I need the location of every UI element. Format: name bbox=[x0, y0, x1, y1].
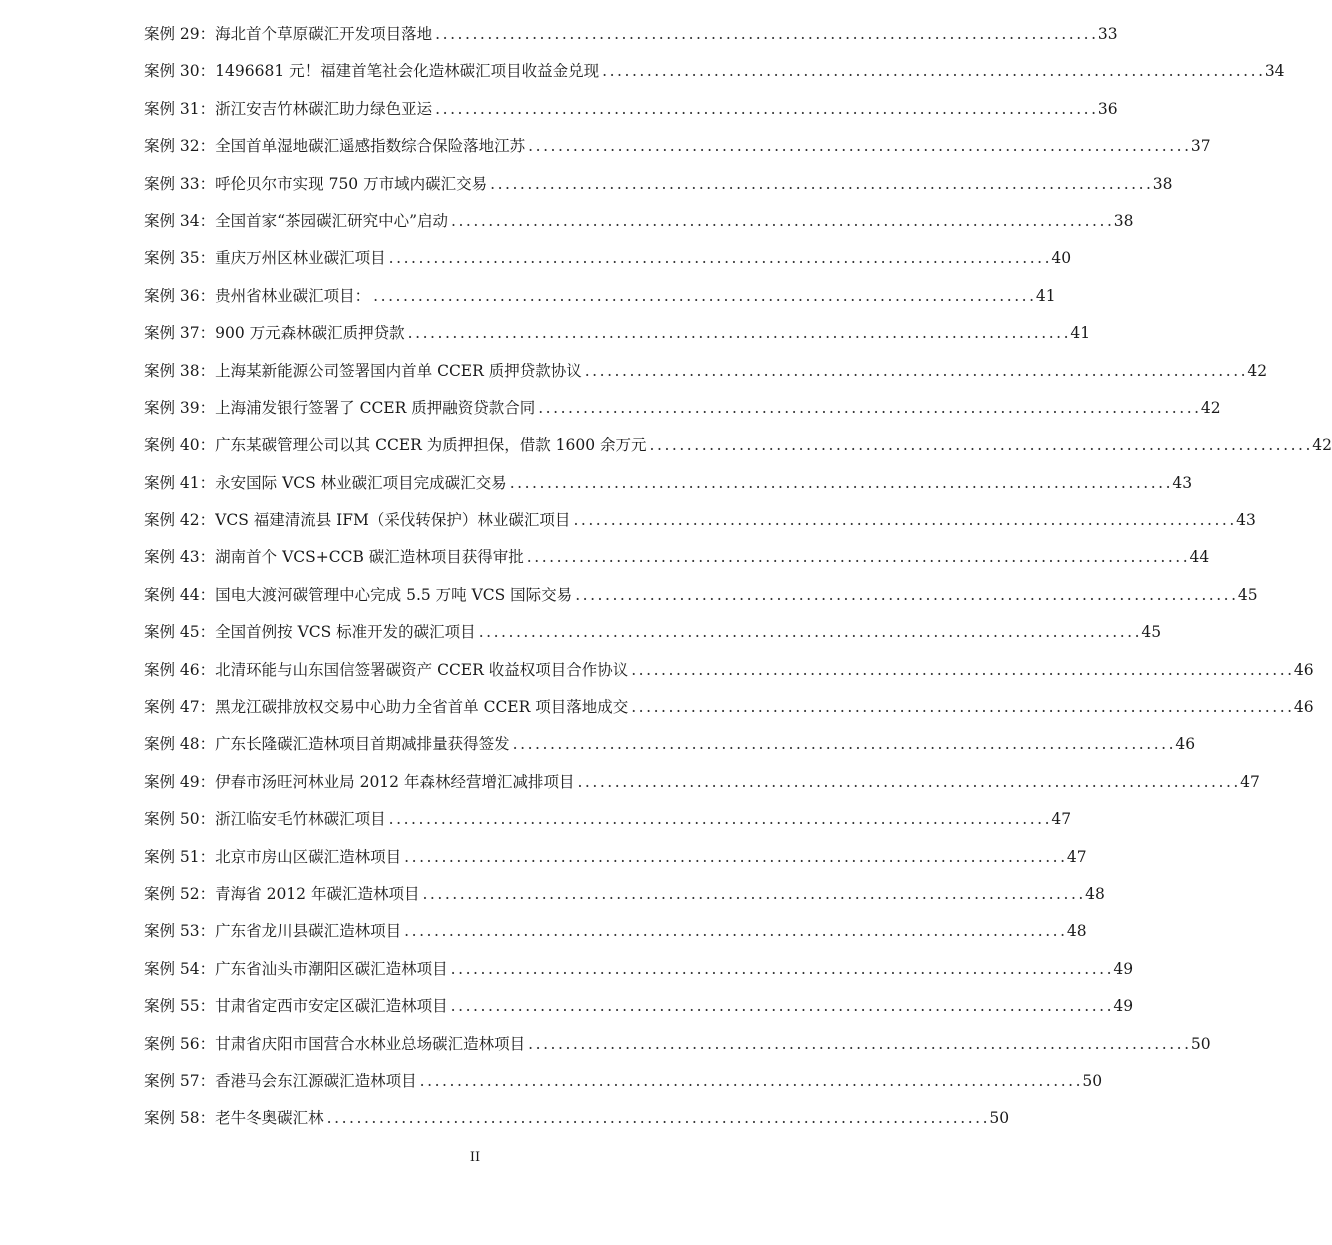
toc-entry[interactable] bbox=[144, 1063, 1103, 1100]
toc-entry-label: 案例 38： bbox=[144, 361, 216, 380]
toc-entry[interactable] bbox=[144, 876, 1105, 913]
dot-leader bbox=[373, 278, 1033, 315]
toc-entry-label: 案例 50： bbox=[144, 810, 216, 829]
toc-entry[interactable] bbox=[144, 390, 1221, 427]
dot-leader bbox=[404, 839, 1064, 876]
toc-entry-label: 案例 45： bbox=[144, 623, 216, 642]
toc-entry-label: 案例 31： bbox=[144, 99, 216, 118]
toc-entry-page: 45 bbox=[1237, 585, 1258, 604]
toc-entry-title: 浙江安吉竹林碳汇助力绿色亚运 bbox=[215, 99, 433, 118]
toc-entry-title: 呼伦贝尔市实现 750 万市域内碳汇交易 bbox=[215, 174, 488, 193]
toc-entry-title: 全国首单湿地碳汇遥感指数综合保险落地江苏 bbox=[215, 137, 526, 156]
toc-entry[interactable] bbox=[144, 689, 1314, 726]
dot-leader bbox=[408, 315, 1068, 352]
toc-entry-title: 北清环能与山东国信签署碳资产 CCER 收益权项目合作协议 bbox=[215, 660, 629, 679]
toc-entry-label: 案例 53： bbox=[144, 922, 216, 941]
toc-entry-page: 46 bbox=[1293, 698, 1314, 717]
toc-entry-page: 37 bbox=[1190, 137, 1211, 156]
toc-entry-label: 案例 39： bbox=[144, 398, 216, 417]
dot-leader bbox=[577, 764, 1237, 801]
dot-leader bbox=[650, 427, 1310, 464]
toc-entry-page: 42 bbox=[1200, 398, 1221, 417]
toc-entry[interactable] bbox=[144, 502, 1256, 539]
toc-entry-label: 案例 46： bbox=[144, 660, 216, 679]
toc-entry-label: 案例 30： bbox=[144, 62, 216, 81]
toc-entry-page: 47 bbox=[1051, 810, 1072, 829]
dot-leader bbox=[527, 539, 1187, 576]
dot-leader bbox=[327, 1100, 987, 1137]
toc-entry-page: 34 bbox=[1264, 62, 1285, 81]
toc-entry-title: 广东省龙川县碳汇造林项目 bbox=[215, 922, 402, 941]
toc-entry-title: 老牛冬奥碳汇林 bbox=[215, 1109, 324, 1128]
toc-entry[interactable] bbox=[144, 1100, 1010, 1137]
toc-entry-page: 46 bbox=[1175, 735, 1196, 754]
toc-entry[interactable] bbox=[144, 240, 1072, 277]
dot-leader bbox=[510, 465, 1170, 502]
toc-entry-label: 案例 47： bbox=[144, 698, 216, 717]
dot-leader bbox=[602, 53, 1262, 90]
toc-entry-label: 案例 56： bbox=[144, 1034, 216, 1053]
toc-entry-label: 案例 29： bbox=[144, 25, 216, 43]
dot-leader bbox=[631, 689, 1291, 726]
toc-entry-page: 50 bbox=[1190, 1034, 1211, 1053]
toc-entry-page: 50 bbox=[1082, 1071, 1103, 1090]
toc-entry-page: 33 bbox=[1097, 25, 1118, 43]
toc-entry-label: 案例 40： bbox=[144, 436, 216, 455]
toc-entry-title: 青海省 2012 年碳汇造林项目 bbox=[215, 884, 420, 903]
toc-entry-title: 北京市房山区碳汇造林项目 bbox=[215, 847, 402, 866]
dot-leader bbox=[451, 988, 1111, 1025]
toc-entry-page: 43 bbox=[1236, 511, 1256, 530]
toc-entry-label: 案例 37： bbox=[144, 324, 216, 343]
toc-entry-page: 44 bbox=[1189, 548, 1210, 567]
toc-entry-title: 甘肃省庆阳市国营合水林业总场碳汇造林项目 bbox=[215, 1034, 526, 1053]
dot-leader bbox=[585, 353, 1245, 390]
toc-entry[interactable] bbox=[144, 427, 1332, 464]
toc-entry-page: 46 bbox=[1293, 660, 1314, 679]
toc-entry-page: 49 bbox=[1113, 959, 1134, 978]
toc-entry-label: 案例 35： bbox=[144, 249, 216, 268]
toc-entry-title: 浙江临安毛竹林碳汇项目 bbox=[215, 810, 386, 829]
dot-leader bbox=[435, 16, 1095, 53]
toc-entry-page: 41 bbox=[1070, 324, 1091, 343]
toc-entry-label: 案例 33： bbox=[144, 174, 216, 193]
toc-entry-title: 上海浦发银行签署了 CCER 质押融资贷款合同 bbox=[215, 398, 536, 417]
toc-entry-page: 48 bbox=[1066, 922, 1087, 941]
toc-entry-title: 广东长隆碳汇造林项目首期减排量获得签发 bbox=[215, 735, 510, 754]
dot-leader bbox=[631, 652, 1291, 689]
toc-entry-title: 上海某新能源公司签署国内首单 CCER 质押贷款协议 bbox=[215, 361, 582, 380]
toc-entry[interactable] bbox=[144, 614, 1162, 651]
toc-entry[interactable] bbox=[144, 353, 1268, 390]
toc-entry-title: 国电大渡河碳管理中心完成 5.5 万吨 VCS 国际交易 bbox=[215, 585, 573, 604]
toc-entry[interactable] bbox=[144, 801, 1072, 838]
toc-entry-title: VCS 福建清流县 IFM（采伐转保护）林业碳汇项目 bbox=[215, 511, 571, 530]
toc-entry-title: 永安国际 VCS 林业碳汇项目完成碳汇交易 bbox=[215, 473, 507, 492]
toc-entry-label: 案例 43： bbox=[144, 548, 216, 567]
toc-entry-label: 案例 51： bbox=[144, 847, 216, 866]
dot-leader bbox=[389, 240, 1049, 277]
toc-entry-label: 案例 52： bbox=[144, 884, 216, 903]
toc-entry-page: 42 bbox=[1247, 361, 1268, 380]
toc-entry[interactable] bbox=[144, 764, 1260, 801]
dot-leader bbox=[573, 502, 1233, 539]
toc-entry-label: 案例 32： bbox=[144, 137, 216, 156]
toc-entry-page: 36 bbox=[1097, 99, 1118, 118]
toc-entry-title: 伊春市汤旺河林业局 2012 年森林经营增汇减排项目 bbox=[215, 772, 575, 791]
dot-leader bbox=[451, 951, 1111, 988]
toc-entry-title: 甘肃省定西市安定区碳汇造林项目 bbox=[215, 997, 448, 1016]
toc-entry-label: 案例 42： bbox=[144, 511, 216, 530]
toc-entry-page: 40 bbox=[1051, 249, 1072, 268]
table-of-contents bbox=[144, 16, 1332, 1138]
toc-entry-label: 案例 57： bbox=[144, 1071, 216, 1090]
toc-entry[interactable] bbox=[144, 128, 1211, 165]
toc-entry-title: 全国首例按 VCS 标准开发的碳汇项目 bbox=[215, 623, 476, 642]
toc-entry-page: 45 bbox=[1141, 623, 1162, 642]
page-number: II bbox=[469, 1150, 481, 1165]
toc-entry[interactable] bbox=[144, 203, 1134, 240]
toc-entry-label: 案例 44： bbox=[144, 585, 216, 604]
toc-entry[interactable] bbox=[144, 16, 1118, 53]
dot-leader bbox=[479, 614, 1139, 651]
toc-entry[interactable] bbox=[144, 726, 1196, 763]
toc-entry-label: 案例 58： bbox=[144, 1109, 216, 1128]
toc-entry-title: 广东某碳管理公司以其 CCER 为质押担保，借款 1600 余万元 bbox=[215, 436, 647, 455]
toc-entry[interactable] bbox=[144, 951, 1134, 988]
dot-leader bbox=[435, 91, 1095, 128]
toc-entry[interactable] bbox=[144, 166, 1173, 203]
toc-entry-title: 广东省汕头市潮阳区碳汇造林项目 bbox=[215, 959, 448, 978]
toc-entry-page: 41 bbox=[1035, 286, 1056, 305]
toc-entry-title: 黑龙江碳排放权交易中心助力全省首单 CCER 项目落地成交 bbox=[215, 698, 629, 717]
toc-entry[interactable] bbox=[144, 1026, 1211, 1063]
dot-leader bbox=[528, 1026, 1188, 1063]
toc-entry-label: 案例 54： bbox=[144, 959, 216, 978]
toc-entry-page: 43 bbox=[1172, 473, 1193, 492]
dot-leader bbox=[538, 390, 1198, 427]
toc-entry[interactable] bbox=[144, 988, 1134, 1025]
toc-entry-page: 47 bbox=[1240, 772, 1260, 791]
toc-entry-title: 湖南首个 VCS+CCB 碳汇造林项目获得审批 bbox=[215, 548, 524, 567]
toc-entry-title: 香港马会东江源碳汇造林项目 bbox=[215, 1071, 417, 1090]
toc-entry[interactable] bbox=[144, 839, 1087, 876]
dot-leader bbox=[420, 1063, 1080, 1100]
toc-entry-title: 重庆万州区林业碳汇项目 bbox=[215, 249, 386, 268]
toc-entry[interactable] bbox=[144, 91, 1118, 128]
toc-entry[interactable] bbox=[144, 465, 1193, 502]
toc-entry-title: 贵州省林业碳汇项目： bbox=[215, 286, 371, 305]
toc-entry[interactable] bbox=[144, 53, 1285, 90]
toc-entry-page: 47 bbox=[1066, 847, 1087, 866]
toc-entry-page: 49 bbox=[1113, 997, 1134, 1016]
toc-entry-title: 全国首家“茶园碳汇研究中心”启动 bbox=[215, 211, 449, 230]
dot-leader bbox=[404, 913, 1064, 950]
toc-entry[interactable] bbox=[144, 577, 1258, 614]
dot-leader bbox=[490, 166, 1150, 203]
dot-leader bbox=[513, 726, 1173, 763]
toc-entry-title: 900 万元森林碳汇质押贷款 bbox=[215, 324, 405, 343]
dot-leader bbox=[389, 801, 1049, 838]
toc-entry-label: 案例 49： bbox=[144, 772, 216, 791]
dot-leader bbox=[575, 577, 1235, 614]
dot-leader bbox=[422, 876, 1082, 913]
dot-leader bbox=[451, 203, 1111, 240]
toc-entry[interactable] bbox=[144, 913, 1087, 950]
toc-entry-page: 50 bbox=[989, 1109, 1010, 1128]
toc-entry-title: 海北首个草原碳汇开发项目落地 bbox=[215, 25, 433, 43]
toc-entry[interactable] bbox=[144, 278, 1056, 315]
toc-entry-label: 案例 48： bbox=[144, 735, 216, 754]
toc-entry-label: 案例 41： bbox=[144, 473, 216, 492]
toc-entry-label: 案例 34： bbox=[144, 211, 216, 230]
toc-entry-label: 案例 55： bbox=[144, 997, 216, 1016]
toc-entry-page: 42 bbox=[1312, 436, 1332, 455]
toc-entry[interactable] bbox=[144, 539, 1210, 576]
toc-entry-label: 案例 36： bbox=[144, 286, 216, 305]
toc-entry-page: 38 bbox=[1152, 174, 1173, 193]
dot-leader bbox=[528, 128, 1188, 165]
toc-entry-title: 1496681 元！福建首笔社会化造林碳汇项目收益金兑现 bbox=[215, 62, 600, 81]
toc-entry-page: 48 bbox=[1085, 884, 1105, 903]
toc-entry-page: 38 bbox=[1113, 211, 1134, 230]
toc-entry[interactable] bbox=[144, 315, 1091, 352]
toc-entry[interactable] bbox=[144, 652, 1314, 689]
